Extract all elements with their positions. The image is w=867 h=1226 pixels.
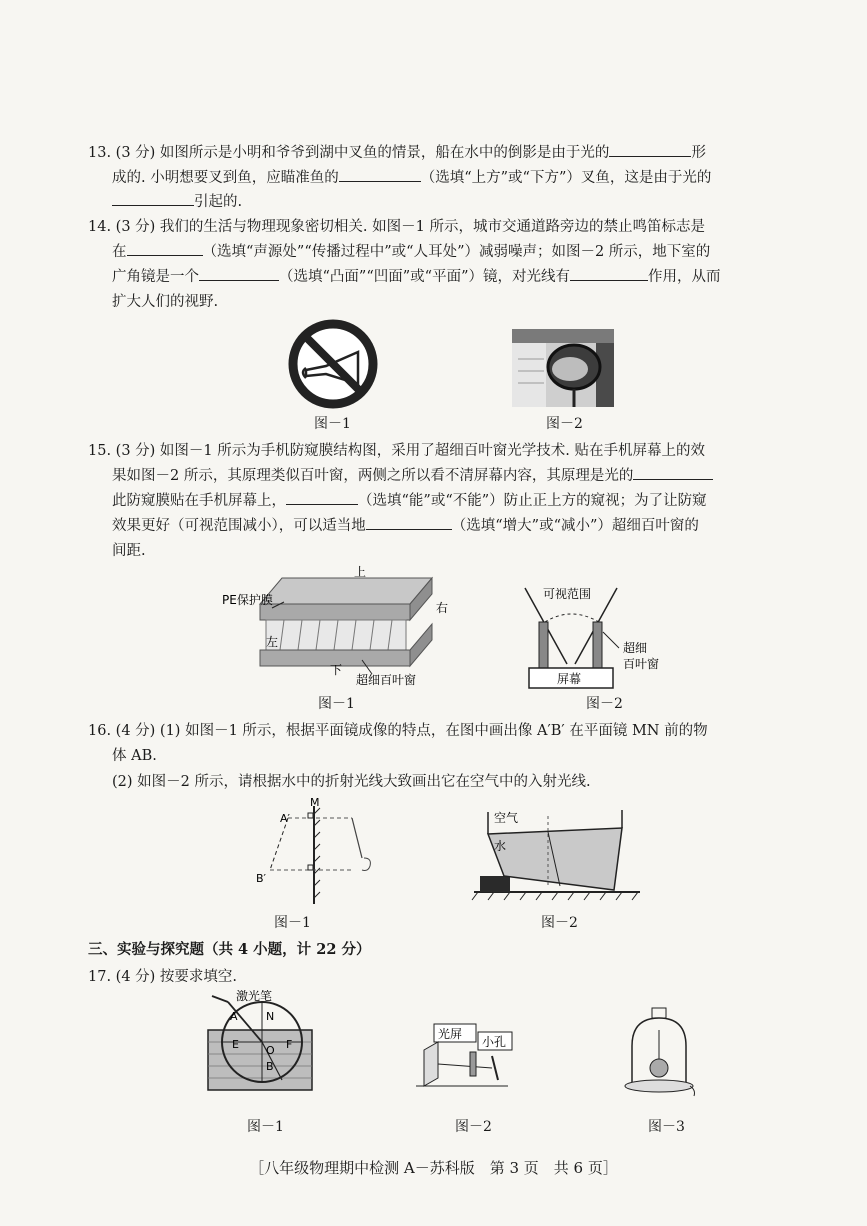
q13-line1: 13. (3 分) 如图所示是小明和爷爷到湖中叉鱼的情景，船在水中的倒影是由于光的 形 bbox=[88, 141, 706, 165]
privacy-film-structure-figure bbox=[222, 562, 452, 690]
q15-fig1-caption: 图－1 bbox=[318, 696, 355, 712]
q14-line1: 14. (3 分) 我们的生活与物理现象密切相关. 如图－1 所示，城市交通道路旁边的禁止鸣笛标志是 bbox=[88, 219, 705, 235]
q14-line2: 在 （选填“声源处”“传播过程中”或“人耳处”）减弱噪声；如图－2 所示，地下室的 bbox=[112, 240, 710, 264]
label-viewing-range: 可视范围 bbox=[543, 587, 592, 601]
label-B: B bbox=[266, 1060, 274, 1073]
q16-fig2-caption: 图－2 bbox=[541, 915, 578, 931]
label-louver2a: 超细 bbox=[623, 641, 648, 655]
label-louver2b: 百叶窗 bbox=[623, 657, 660, 671]
no-honk-sign-figure bbox=[278, 318, 388, 410]
q14-line4: 扩大人们的视野. bbox=[112, 294, 219, 310]
q15-blank3[interactable] bbox=[366, 514, 452, 530]
q14-fig2-caption: 图－2 bbox=[546, 416, 583, 432]
label-pe-film: PE保护膜 bbox=[222, 593, 273, 607]
label-left: 左 bbox=[266, 635, 279, 649]
label-pinhole: 小孔 bbox=[482, 1035, 507, 1049]
q15-line1: 15. (3 分) 如图－1 所示为手机防窥膜结构图，采用了超细百叶窗光学技术. 贴在手机屏幕上的效 bbox=[88, 443, 705, 459]
label-water: 水 bbox=[494, 839, 507, 853]
label-N: N bbox=[266, 1010, 275, 1023]
bell-jar-figure bbox=[620, 1006, 700, 1098]
label-right: 右 bbox=[436, 601, 449, 615]
q14-blank1[interactable] bbox=[127, 240, 203, 256]
label-air: 空气 bbox=[494, 811, 519, 825]
label-m: M bbox=[310, 798, 320, 809]
plane-mirror-figure bbox=[252, 798, 382, 908]
q13-line3: 引起的. bbox=[112, 190, 242, 214]
label-O: O bbox=[266, 1044, 275, 1057]
label-a-prime: A′ bbox=[280, 812, 291, 825]
pinhole-figure bbox=[412, 1020, 522, 1092]
q15-line5: 间距. bbox=[112, 543, 146, 559]
viewing-range-figure bbox=[515, 586, 695, 690]
label-b-prime: B′ bbox=[256, 872, 267, 885]
q15-blank1[interactable] bbox=[633, 464, 713, 480]
laser-disc-figure bbox=[200, 990, 330, 1110]
q17-line1: 17. (4 分) 按要求填空. bbox=[88, 969, 238, 985]
q15-line3: 此防窥膜贴在手机屏幕上， （选填“能”或“不能”）防止正上方的窥视；为了让防窥 bbox=[112, 489, 707, 513]
label-down: 下 bbox=[330, 663, 343, 677]
q17-fig2-caption: 图－2 bbox=[455, 1119, 492, 1135]
label-screen: 屏幕 bbox=[557, 672, 582, 686]
q15-line4: 效果更好（可视范围减小），可以适当地 （选填“增大”或“减小”）超细百叶窗的 bbox=[112, 514, 699, 538]
q13-blank3[interactable] bbox=[112, 190, 194, 206]
label-laser: 激光笔 bbox=[236, 990, 273, 1003]
q13-blank2[interactable] bbox=[339, 166, 421, 182]
q14-fig1-caption: 图－1 bbox=[314, 416, 351, 432]
q13-blank1[interactable] bbox=[609, 141, 691, 157]
q16-line3: (2) 如图－2 所示，请根据水中的折射光线大致画出它在空气中的入射光线. bbox=[112, 774, 591, 790]
q16-fig1-caption: 图－1 bbox=[274, 915, 311, 931]
q16-line2: 体 AB. bbox=[112, 748, 157, 764]
label-F: F bbox=[286, 1038, 293, 1051]
label-A: A bbox=[230, 1010, 238, 1023]
q15-fig2-caption: 图－2 bbox=[586, 696, 623, 712]
wide-angle-mirror-figure bbox=[512, 329, 614, 407]
page-footer: ［八年级物理期中检测 A－苏科版 第 3 页 共 6 页］ bbox=[249, 1159, 618, 1177]
q13-line2: 成的. 小明想要叉到鱼，应瞄准鱼的 （选填“上方”或“下方”）叉鱼，这是由于光的 bbox=[112, 166, 711, 190]
q14-line3: 广角镜是一个 （选填“凸面”“凹面”或“平面”）镜，对光线有 作用，从而 bbox=[112, 265, 720, 289]
label-light-screen: 光屏 bbox=[438, 1027, 463, 1041]
section-3-heading: 三、实验与探究题（共 4 小题，计 22 分） bbox=[88, 941, 371, 958]
q15-blank2[interactable] bbox=[286, 489, 358, 505]
label-louver: 超细百叶窗 bbox=[356, 673, 417, 687]
q14-blank3[interactable] bbox=[570, 265, 648, 281]
q17-fig3-caption: 图－3 bbox=[648, 1119, 685, 1135]
q15-line2: 果如图－2 所示，其原理类似百叶窗，两侧之所以看不清屏幕内容，其原理是光的 bbox=[112, 464, 713, 488]
q14-blank2[interactable] bbox=[199, 265, 279, 281]
q16-line1: 16. (4 分) (1) 如图－1 所示，根据平面镜成像的特点，在图中画出像 A′B′ 在平面镜 MN 前的物 bbox=[88, 723, 708, 739]
q17-fig1-caption: 图－1 bbox=[247, 1119, 284, 1135]
water-refraction-figure bbox=[464, 806, 644, 908]
label-E: E bbox=[232, 1038, 239, 1051]
label-up: 上 bbox=[354, 565, 367, 579]
